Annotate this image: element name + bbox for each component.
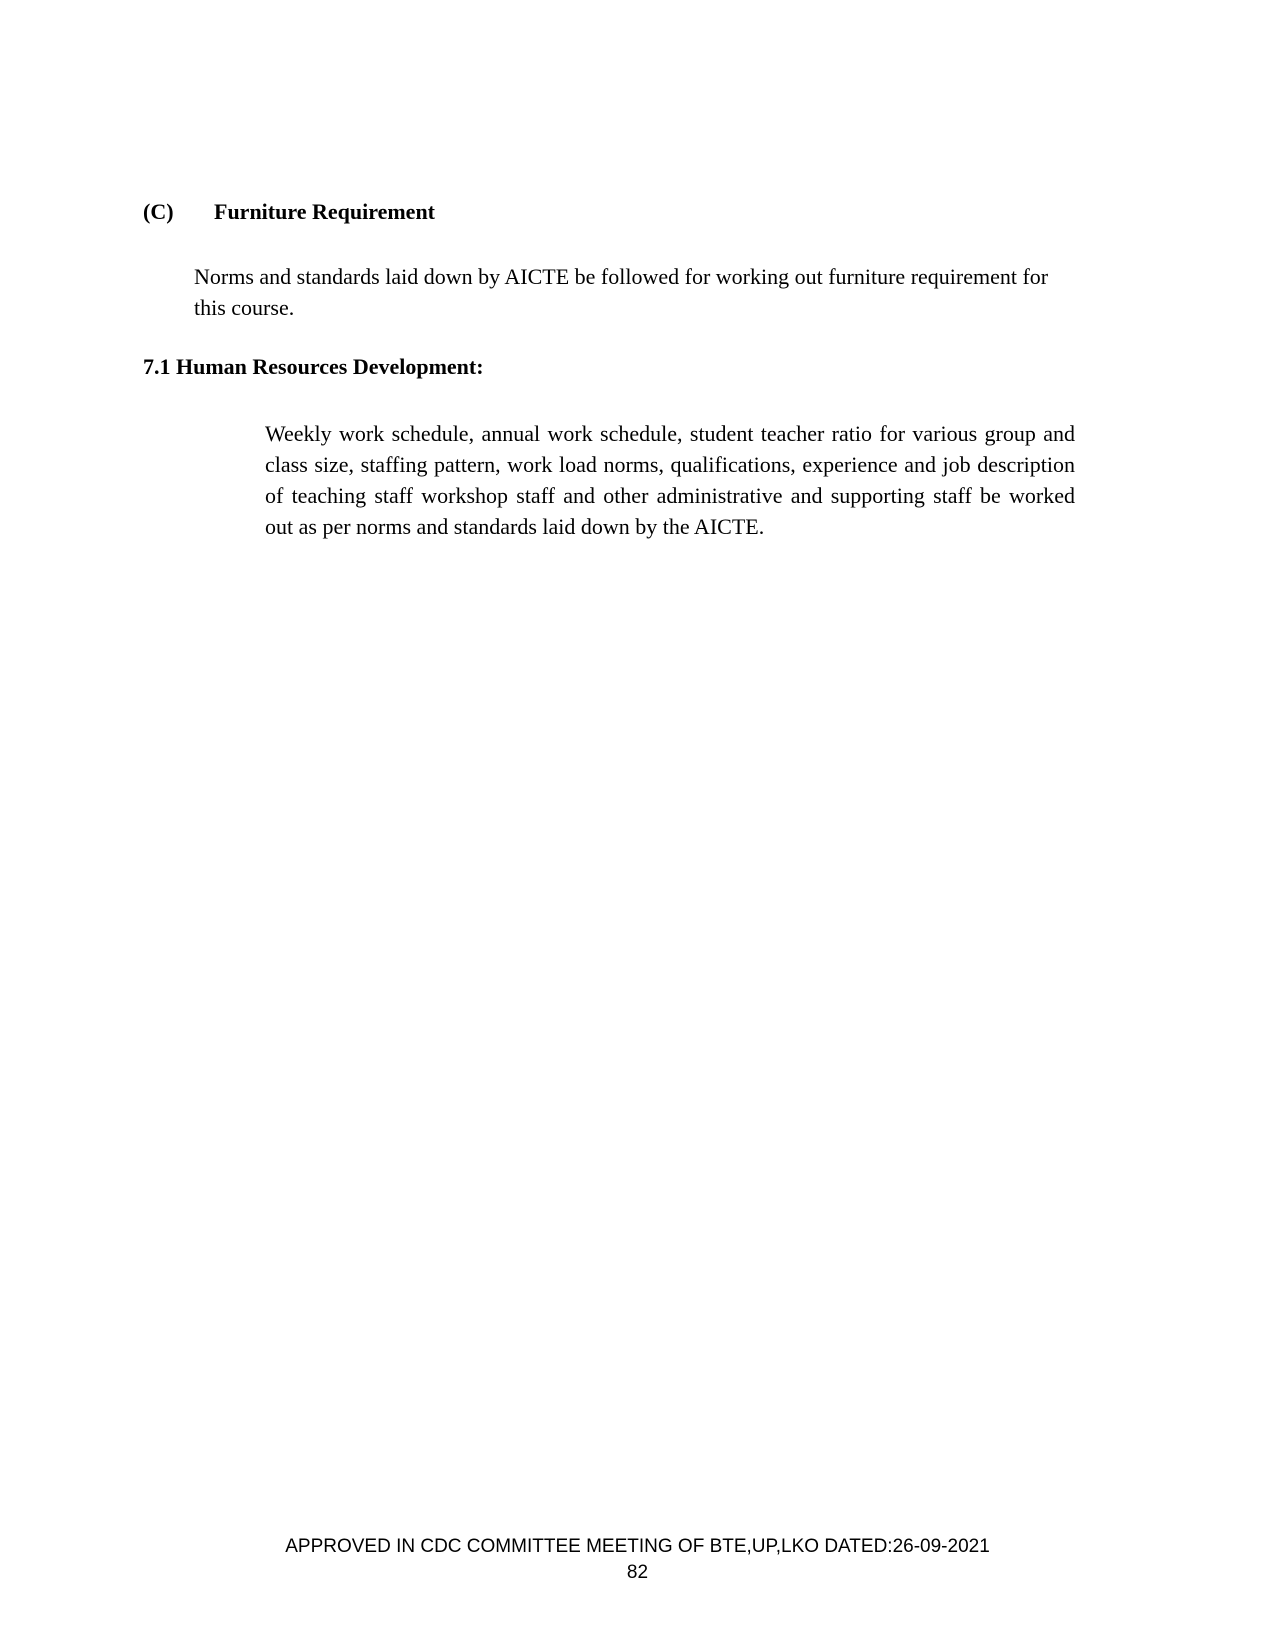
section-7-1-heading: 7.1 Human Resources Development:	[143, 354, 484, 379]
section-c-title: Furniture Requirement	[214, 199, 435, 224]
approval-note: APPROVED IN CDC COMMITTEE MEETING OF BTE,UP,LKO DATED:26-09-2021	[285, 1536, 990, 1557]
section-c-paragraph: Norms and standards laid down by AICTE be followed for working out furniture requirement for this course.	[194, 264, 1049, 320]
page-footer	[0, 1534, 1275, 1586]
section-c-marker: (C)	[143, 199, 174, 224]
section-c-heading	[143, 199, 435, 225]
page-number: 82	[626, 1562, 649, 1583]
section-7-1-paragraph: Weekly work schedule, annual work schedule, student teacher ratio for various group and class size, staffing pattern, work load norms, qualifications, experience and job description of teaching staff workshop staff and other administrative and supporting staff be worked out as per norms and standards laid down by the AICTE.	[265, 421, 1075, 539]
